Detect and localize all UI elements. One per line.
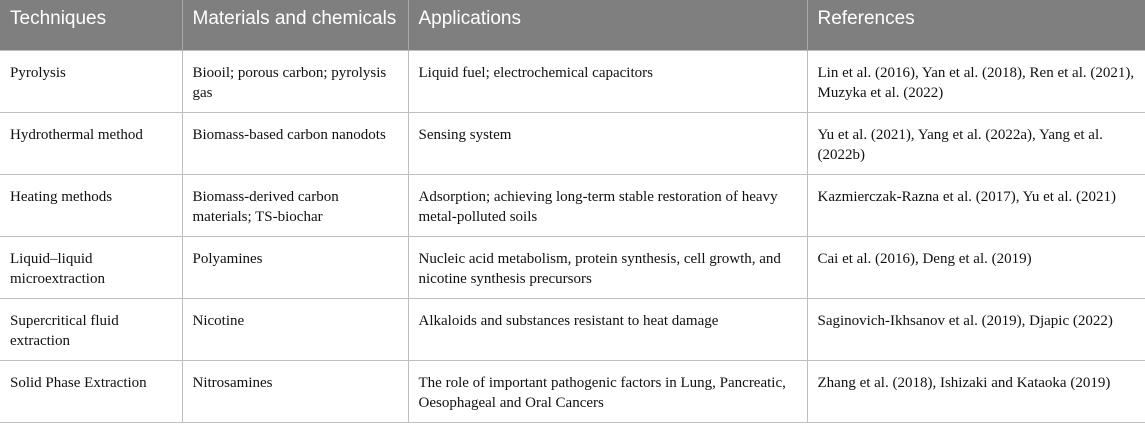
table-row [0, 112, 1145, 174]
materials-cell: Biomass-derived carbon materials; TS-biochar [182, 174, 408, 236]
references-cell: Cai et al. (2016), Deng et al. (2019) [807, 236, 1145, 298]
references-cell: Yu et al. (2021), Yang et al. (2022a), Yang et al. (2022b) [807, 112, 1145, 174]
table-row [0, 360, 1145, 422]
references-cell: Lin et al. (2016), Yan et al. (2018), Ren et al. (2021), Muzyka et al. (2022) [807, 50, 1145, 112]
header-techniques: Techniques [0, 0, 182, 50]
references-cell: Zhang et al. (2018), Ishizaki and Kataoka (2019) [807, 360, 1145, 422]
table-row [0, 50, 1145, 112]
materials-cell: Polyamines [182, 236, 408, 298]
technique-cell: Heating methods [0, 174, 182, 236]
references-cell: Saginovich-Ikhsanov et al. (2019), Djapic (2022) [807, 298, 1145, 360]
materials-cell: Nitrosamines [182, 360, 408, 422]
applications-cell: The role of important pathogenic factors in Lung, Pancreatic, Oesophageal and Oral Cancers [408, 360, 807, 422]
table-row [0, 298, 1145, 360]
materials-cell: Biooil; porous carbon; pyrolysis gas [182, 50, 408, 112]
technique-cell: Hydrothermal method [0, 112, 182, 174]
table-row [0, 236, 1145, 298]
references-cell: Kazmierczak-Razna et al. (2017), Yu et al. (2021) [807, 174, 1145, 236]
applications-cell: Sensing system [408, 112, 807, 174]
applications-cell: Adsorption; achieving long-term stable restoration of heavy metal-polluted soils [408, 174, 807, 236]
table-header [0, 0, 1145, 50]
header-materials: Materials and chemicals [182, 0, 408, 50]
technique-cell: Liquid–liquid microextraction [0, 236, 182, 298]
table-body [0, 50, 1145, 422]
table-row [0, 174, 1145, 236]
materials-cell: Nicotine [182, 298, 408, 360]
applications-cell: Alkaloids and substances resistant to heat damage [408, 298, 807, 360]
technique-cell: Supercritical fluid extraction [0, 298, 182, 360]
header-applications: Applications [408, 0, 807, 50]
technique-cell: Solid Phase Extraction [0, 360, 182, 422]
header-row [0, 0, 1145, 50]
header-references: References [807, 0, 1145, 50]
materials-cell: Biomass-based carbon nanodots [182, 112, 408, 174]
applications-cell: Liquid fuel; electrochemical capacitors [408, 50, 807, 112]
technique-cell: Pyrolysis [0, 50, 182, 112]
applications-cell: Nucleic acid metabolism, protein synthesis, cell growth, and nicotine synthesis precursors [408, 236, 807, 298]
